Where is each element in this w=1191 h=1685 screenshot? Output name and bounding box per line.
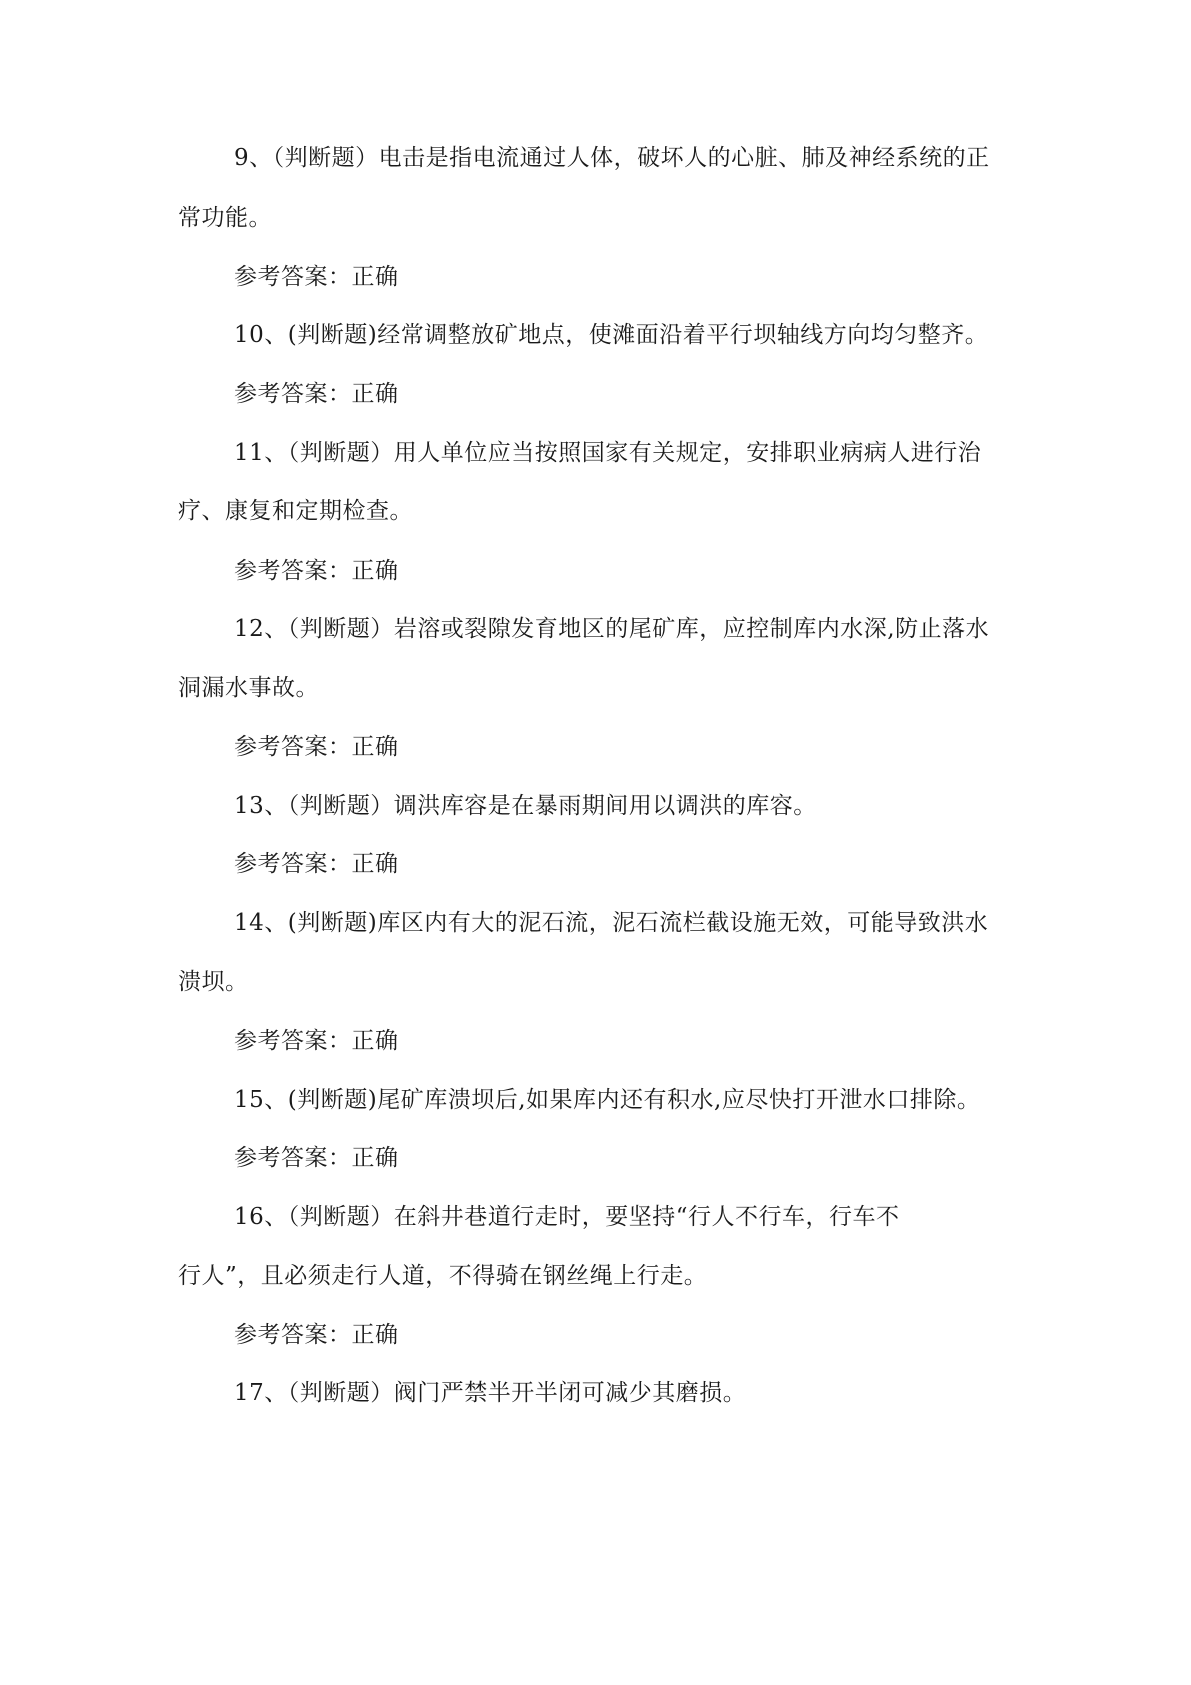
question-9-line-1: 9、（判断题）电击是指电流通过人体，破坏人的心脏、肺及神经系统的正 <box>234 145 990 171</box>
question-16-line-2: 行人”，且必须走行人道，不得骑在钢丝绳上行走。 <box>178 1263 708 1289</box>
question-11-line-1: 11、（判断题）用人单位应当按照国家有关规定，安排职业病病人进行治 <box>234 440 982 466</box>
answer-10: 参考答案：正确 <box>234 381 399 407</box>
question-17-line-1: 17、（判断题）阀门严禁半开半闭可减少其磨损。 <box>234 1380 747 1406</box>
question-16-line-1: 16、（判断题）在斜井巷道行走时，要坚持“行人不行车，行车不 <box>234 1204 900 1230</box>
question-11-line-2: 疗、康复和定期检查。 <box>178 498 413 524</box>
question-10-line-1: 10、(判断题)经常调整放矿地点，使滩面沿着平行坝轴线方向均匀整齐。 <box>234 322 989 348</box>
answer-9: 参考答案：正确 <box>234 264 399 290</box>
question-9-line-2: 常功能。 <box>178 205 272 231</box>
question-13-line-1: 13、（判断题）调洪库容是在暴雨期间用以调洪的库容。 <box>234 793 817 819</box>
answer-15: 参考答案：正确 <box>234 1145 399 1171</box>
question-12-line-1: 12、（判断题）岩溶或裂隙发育地区的尾矿库，应控制库内水深,防止落水 <box>234 616 990 642</box>
question-14-line-2: 溃坝。 <box>178 969 249 995</box>
answer-12: 参考答案：正确 <box>234 734 399 760</box>
answer-11: 参考答案：正确 <box>234 558 399 584</box>
question-14-line-1: 14、(判断题)库区内有大的泥石流，泥石流栏截设施无效，可能导致洪水 <box>234 910 989 936</box>
answer-14: 参考答案：正确 <box>234 1028 399 1054</box>
question-15-line-1: 15、(判断题)尾矿库溃坝后,如果库内还有积水,应尽快打开泄水口排除。 <box>234 1087 981 1113</box>
answer-16: 参考答案：正确 <box>234 1322 399 1348</box>
answer-13: 参考答案：正确 <box>234 851 399 877</box>
question-12-line-2: 洞漏水事故。 <box>178 675 319 701</box>
